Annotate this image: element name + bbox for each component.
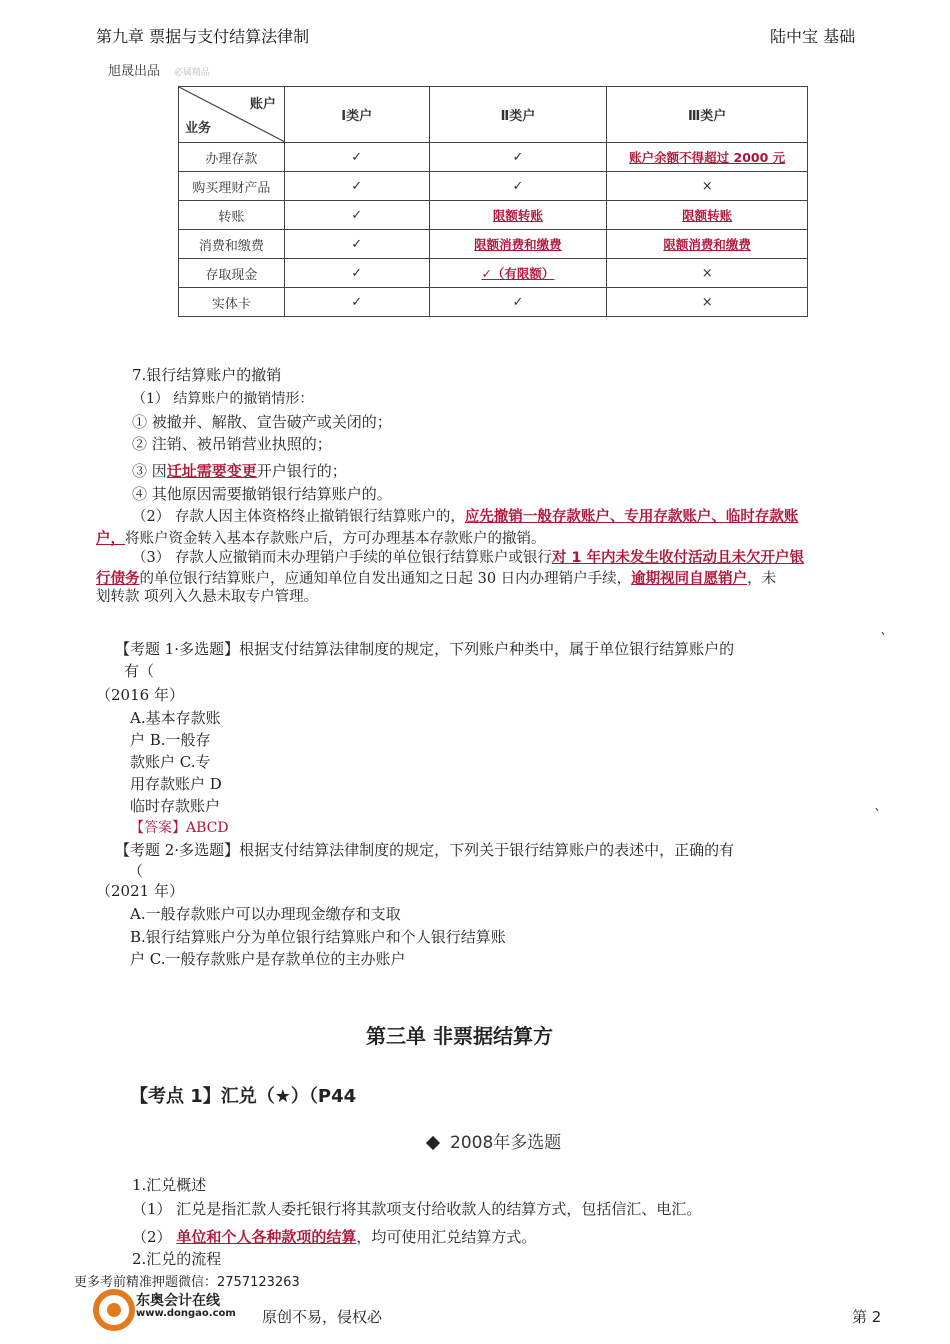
- paragraph: （3） 存款人应撤销而未办理销户手续的单位银行结算账户或银行对 1 年内未发生收付活动且未欠开户银: [132, 550, 805, 566]
- section-title: 7.银行结算账户的撤销: [132, 366, 282, 384]
- paragraph: （2） 单位和个人各种款项的结算，均可使用汇兑结算方式。: [132, 1228, 537, 1246]
- option-line: 户 B.一般存: [130, 731, 211, 749]
- highlight: 户，: [96, 531, 125, 547]
- check-cell: ✓: [284, 143, 429, 172]
- paragraph-cont: 户，将账户资金转入基本存款账户后，方可办理基本存款账户的撤销。: [96, 531, 546, 547]
- check-cell: ✓: [429, 288, 607, 317]
- footer-page: 第 2: [852, 1308, 882, 1326]
- question-stem: 【考题 1·多选题】根据支付结算法律制度的规定，下列账户种类中，属于单位银行结算账户的: [115, 640, 735, 658]
- option-line: B.银行结算账户分为单位银行结算账户和个人银行结算账: [130, 928, 506, 946]
- section-heading: 第三单 非票据结算方: [366, 1024, 553, 1048]
- column-header: Ⅰ类户: [284, 87, 429, 143]
- header-right: 陆中宝 基础: [770, 27, 856, 46]
- account-type-table: [178, 86, 808, 317]
- highlight: 迁址需要变更: [166, 462, 257, 480]
- option-line: 户 C.一般存款账户是存款单位的主办账户: [130, 950, 406, 968]
- question-stem-cont: （: [128, 862, 144, 880]
- corner-bottom-label: 业务: [185, 121, 212, 136]
- answer: 【答案】ABCD: [130, 820, 229, 836]
- footer-center: 原创不易，侵权必: [262, 1308, 383, 1326]
- logo-icon: [92, 1288, 136, 1332]
- limit-cell: 限额转账: [607, 201, 808, 230]
- table-row: [179, 172, 808, 201]
- header-left: 第九章 票据与支付结算法律制: [96, 27, 310, 46]
- table-row: [179, 201, 808, 230]
- subsection-title: 2.汇兑的流程: [132, 1250, 222, 1268]
- row-label: 转账: [179, 201, 285, 230]
- cross-cell: ×: [607, 259, 808, 288]
- option-line: A.基本存款账: [130, 709, 221, 727]
- highlight: 行债务: [96, 571, 140, 587]
- limit-cell: 限额转账: [429, 201, 607, 230]
- check-cell: ✓: [284, 201, 429, 230]
- limit-cell: 限额消费和缴费: [607, 230, 808, 259]
- row-label: 实体卡: [179, 288, 285, 317]
- row-label: 消费和缴费: [179, 230, 285, 259]
- cross-cell: ×: [607, 288, 808, 317]
- row-label: 办理存款: [179, 143, 285, 172]
- option-line: 款账户 C.专: [130, 753, 211, 771]
- paragraph: （1） 结算账户的撤销情形：: [132, 391, 314, 407]
- tick-mark: `: [880, 630, 888, 648]
- check-cell: ✓: [284, 172, 429, 201]
- question-year: （2016 年）: [96, 686, 184, 704]
- footer-wechat: 更多考前精准押题微信：2757123263: [74, 1275, 300, 1290]
- limit-cell: 账户余额不得超过 2000 元: [607, 143, 808, 172]
- option-line: 临时存款账户: [130, 797, 221, 815]
- list-item: ① 被撤并、解散、宣告破产或关闭的；: [132, 413, 392, 431]
- limit-cell: 限额消费和缴费: [429, 230, 607, 259]
- watermark: 旭晟出品 必属精品: [108, 64, 211, 79]
- column-header: Ⅲ类户: [607, 87, 808, 143]
- option-line: A.一般存款账户可以办理现金缴存和支取: [130, 905, 401, 923]
- subsection-title: 1.汇兑概述: [132, 1176, 207, 1194]
- cross-cell: ×: [607, 172, 808, 201]
- exam-badge: 2008年多选题: [428, 1128, 561, 1153]
- highlight: 应先撤销一般存款账户、专用存款账户、临时存款账: [464, 509, 799, 525]
- table-corner-cell: [179, 87, 285, 143]
- option-line: 用存款账户 D: [130, 775, 222, 793]
- paragraph-cont: 划转款 项列入久悬未取专户管理。: [96, 589, 319, 605]
- check-cell: ✓: [284, 259, 429, 288]
- row-label: 存取现金: [179, 259, 285, 288]
- table-row: [179, 230, 808, 259]
- list-item: ④ 其他原因需要撤销银行结算账户的。: [132, 485, 392, 503]
- question-year: （2021 年）: [96, 882, 184, 900]
- table-row: [179, 143, 808, 172]
- corner-top-label: 账户: [249, 97, 276, 112]
- list-item: ② 注销、被吊销营业执照的；: [132, 435, 332, 453]
- check-cell: ✓: [429, 143, 607, 172]
- limit-cell: ✓（有限额）: [429, 259, 607, 288]
- question-stem: 【考题 2·多选题】根据支付结算法律制度的规定，下列关于银行结算账户的表述中，正确的有: [115, 841, 735, 859]
- list-item: ③ 因迁址需要变更开户银行的；: [132, 462, 347, 480]
- paragraph: （1） 汇兑是指汇款人委托银行将其款项支付给收款人的结算方式，包括信汇、电汇。: [132, 1200, 702, 1218]
- table-row: [179, 288, 808, 317]
- highlight: 逾期视同自愿销户: [631, 571, 748, 587]
- paragraph: （2） 存款人因主体资格终止撤销银行结算账户的，应先撤销一般存款账户、专用存款账户、临时存款账: [132, 509, 799, 525]
- question-stem-cont: 有（: [124, 662, 155, 680]
- table-row: [179, 259, 808, 288]
- point-heading: 【考点 1】汇兑（★）（P44: [130, 1086, 357, 1107]
- check-cell: ✓: [429, 172, 607, 201]
- column-header: Ⅱ类户: [429, 87, 607, 143]
- diamond-icon: [426, 1136, 440, 1150]
- highlight: 对 1 年内未发生收付活动且未欠开户银: [551, 550, 805, 566]
- check-cell: ✓: [284, 230, 429, 259]
- check-cell: ✓: [284, 288, 429, 317]
- row-label: 购买理财产品: [179, 172, 285, 201]
- highlight: 单位和个人各种款项的结算: [176, 1228, 357, 1246]
- tick-mark: `: [874, 806, 882, 824]
- paragraph-cont: 行债务的单位银行结算账户，应通知单位自发出通知之日起 30 日内办理销户手续，逾期视同自愿销户，未: [96, 571, 777, 587]
